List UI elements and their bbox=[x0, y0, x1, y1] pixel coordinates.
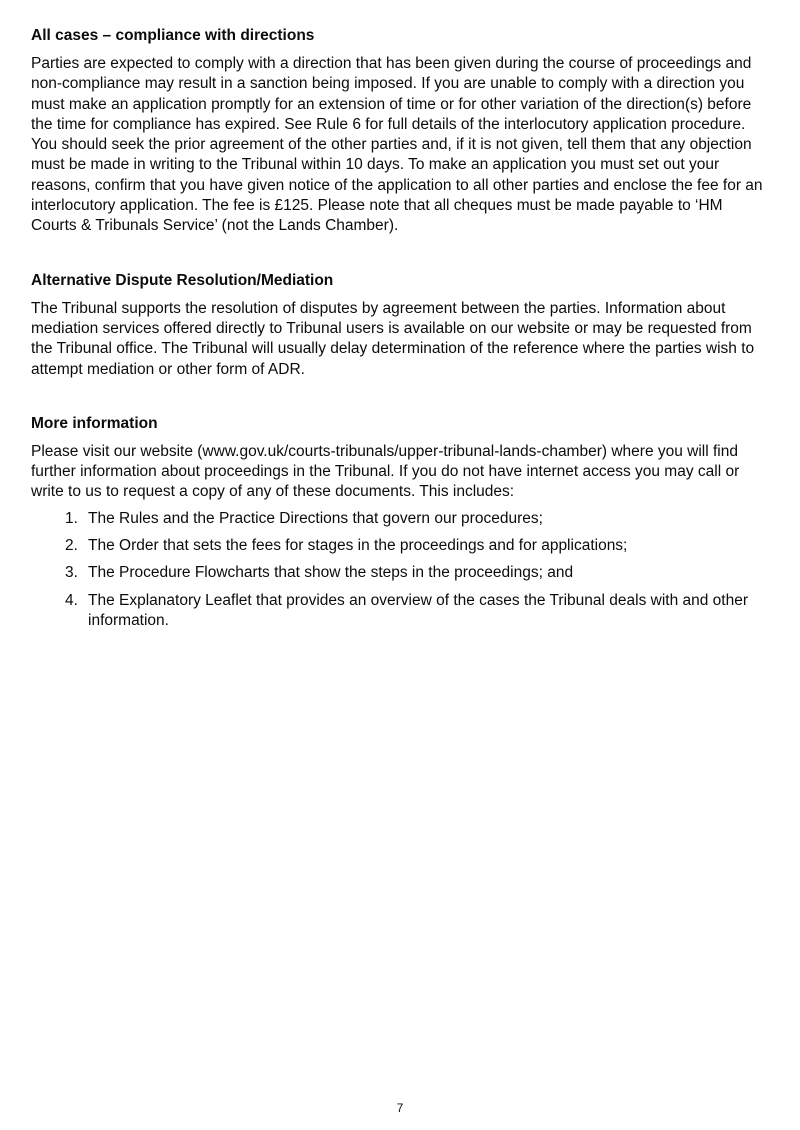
list-item bbox=[31, 591, 771, 632]
list-item-number: 3. bbox=[65, 564, 78, 582]
list-item-text: The Explanatory Leaflet that provides an overview of the cases the Tribunal deals with and other information. bbox=[88, 591, 748, 629]
section-compliance bbox=[31, 26, 771, 237]
list-item-number: 2. bbox=[65, 537, 78, 555]
list-item bbox=[31, 536, 771, 556]
section-more-information bbox=[31, 414, 771, 631]
list-item-text: The Order that sets the fees for stages in the proceedings and for applications; bbox=[88, 537, 628, 555]
list-item-number: 1. bbox=[65, 509, 78, 527]
section-body: Please visit our website (www.gov.uk/courts-tribunals/upper-tribunal-lands-chamber) where you will find further information about proceedings in the Tribunal. If you do not have internet access you may call or write to us to request a copy of any of these documents. This includes: bbox=[31, 442, 740, 501]
list-item bbox=[31, 509, 771, 529]
section-heading: All cases – compliance with directions bbox=[31, 27, 315, 44]
section-mediation bbox=[31, 271, 771, 380]
list-item-text: The Procedure Flowcharts that show the steps in the proceedings; and bbox=[88, 564, 574, 582]
section-body: Parties are expected to comply with a direction that has been given during the course of proceedings and non-compliance may result in a sanction being imposed. If you are unable to comply with a direction you must make an application promptly for an extension of time or for other variation of the direction(s) before the time for compliance has expired. See Rule 6 for full details of the interlocutory application procedure. You should seek the prior agreement of the other parties and, if it is not given, tell them that any objection must be made in writing to the Tribunal within 10 days. To make an application you must set out your reasons, confirm that you have given notice of the application to all other parties and enclose the fee for an interlocutory application. The fee is £125. Please note that all cheques must be made payable to ‘HM Courts & Tribunals Service’ (not the Lands Chamber). bbox=[31, 55, 763, 235]
documents-list bbox=[31, 509, 771, 631]
section-heading: Alternative Dispute Resolution/Mediation bbox=[31, 271, 334, 289]
list-item-text: The Rules and the Practice Directions that govern our procedures; bbox=[88, 509, 543, 527]
document-page bbox=[31, 26, 771, 665]
list-item bbox=[31, 563, 771, 583]
page-number: 7 bbox=[396, 1101, 404, 1115]
section-heading: More information bbox=[31, 414, 158, 432]
list-item-number: 4. bbox=[65, 591, 78, 609]
section-body: The Tribunal supports the resolution of disputes by agreement between the parties. Information about mediation services offered directly to Tribunal users is available on our website or may be requested from the Tribunal office. The Tribunal will usually delay determination of the reference where the parties wish to attempt mediation or other form of ADR. bbox=[31, 299, 755, 378]
